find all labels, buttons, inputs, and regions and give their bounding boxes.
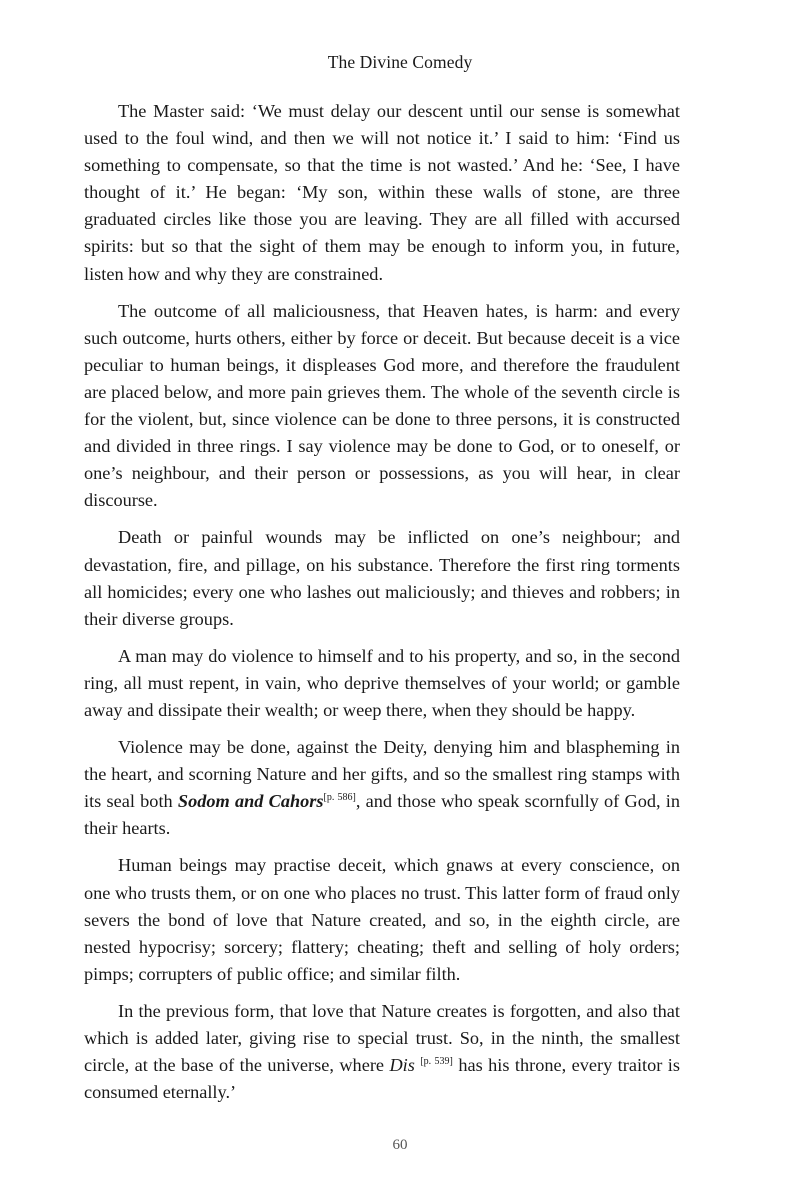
page-reference[interactable]: [p. 539]: [420, 1056, 453, 1068]
dis-link[interactable]: Dis: [389, 1055, 415, 1076]
paragraph: The outcome of all maliciousness, that Heaven hates, is harm: and every such outcome, hurts others, either by force or deceit. But because deceit is a vice peculiar to human beings, it displeases God more, and therefore the fraudulent are placed below, and more pain grieves them. The whole of the seventh circle is for the violent, but, since violence can be done to three persons, it is constructed and divided in three rings. I say violence may be done to God, or to oneself, or one’s neighbour, and their person or possessions, as you will hear, in clear discourse.: [84, 300, 680, 511]
running-title: The Divine Comedy: [327, 52, 473, 72]
paragraph: Death or painful wounds may be inflicted on one’s neighbour; and devastation, fire, and pillage, on his substance. Therefore the first ring torments all homicides; every one who lashes out maliciously; and thieves and robbers; in their diverse groups.: [84, 527, 680, 629]
paragraph: Human beings may practise deceit, which gnaws at every conscience, on one who trusts them, or on one who places no trust. This latter form of fraud only severs the bond of love that Nature created, and so, in the eighth circle, are nested hypocrisy; sorcery; flattery; cheating; theft and selling of holy orders; pimps; corrupters of public office; and similar filth.: [84, 855, 680, 984]
paragraph: [84, 734, 680, 842]
page-reference[interactable]: [p. 586]: [323, 792, 356, 804]
paragraph: The Master said: ‘We must delay our descent until our sense is somewhat used to the foul wind, and then we will not notice it.’ I said to him: ‘Find us something to compensate, so that the time is not wasted.’ And he: ‘See, I have thought of it.’ He began: ‘My son, within these walls of stone, are three graduated circles like those you are leaving. They are all filled with accursed spirits: but so that the sight of them may be enough to inform you, in future, listen how and why they are constrained.: [84, 101, 680, 284]
paragraph-text: , and those who speak scornfully of God, in their hearts.: [84, 791, 680, 839]
paragraph: [84, 998, 680, 1106]
paragraph: A man may do violence to himself and to his property, and so, in the second ring, all must repent, in vain, who deprive themselves of your world; or gamble away and dissipate their wealth; or weep there, when they should be happy.: [84, 645, 680, 720]
page-number: 60: [392, 1137, 408, 1153]
sodom-and-cahors-link[interactable]: Sodom and Cahors: [177, 791, 324, 812]
paragraph-text: Violence may be done, against the Deity, denying him and blaspheming in the heart, and scorning Nature and her gifts, and so the smallest ring stamps with its seal both: [84, 737, 680, 812]
paragraph-text: has his throne, every traitor is consumed eternally.’: [84, 1055, 680, 1103]
body-text: [84, 98, 680, 1116]
paragraph-text: In the previous form, that love that Nature creates is forgotten, and also that which is added later, giving rise to special trust. So, in the ninth, the smallest circle, at the base of the universe, where: [84, 1000, 680, 1076]
